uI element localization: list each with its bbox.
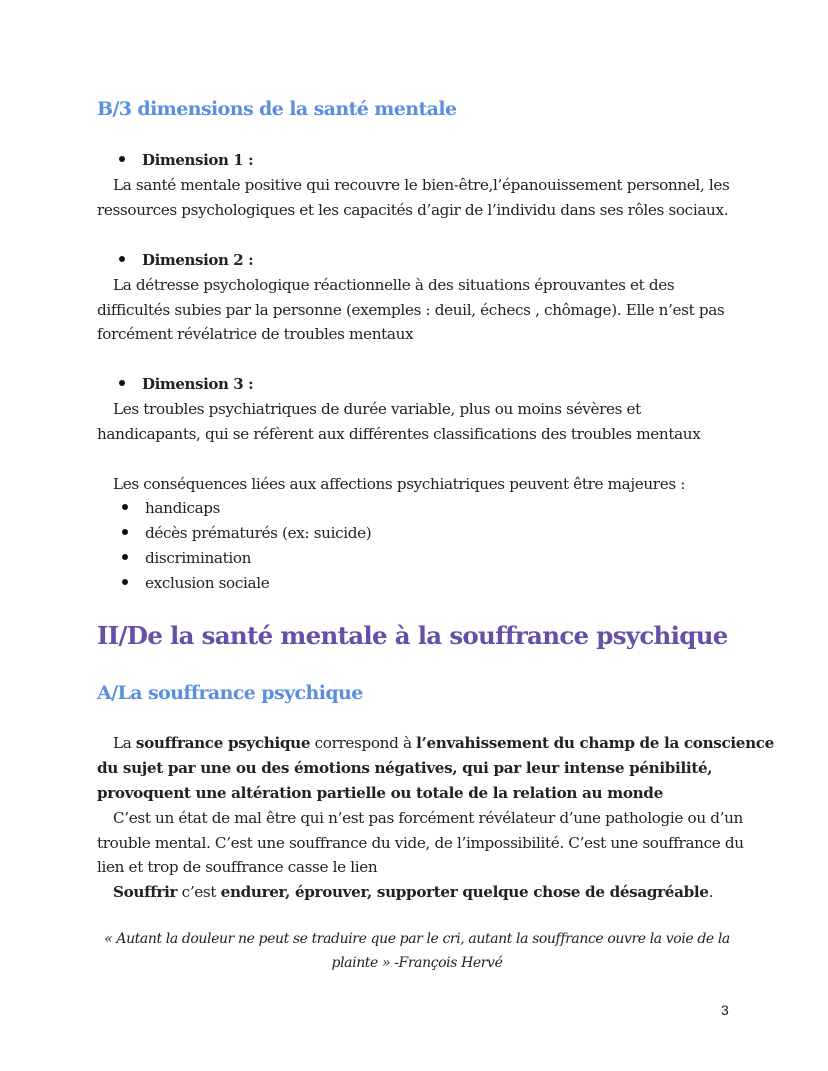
- dimension-2-text-line: difficultés subies par la personne (exemples : deuil, échecs , chômage). Elle n’est pas: [97, 301, 725, 319]
- bullet-icon: [122, 579, 128, 585]
- dimension-3-item: [119, 372, 253, 397]
- section-b-heading: B/3 dimensions de la santé mentale: [97, 98, 457, 120]
- dimension-1-text-line: ressources psychologiques et les capacités d’agir de l’individu dans ses rôles sociaux.: [97, 201, 729, 219]
- dimension-1-item: [119, 148, 253, 173]
- quote-line: plainte » -François Hervé: [331, 955, 503, 971]
- dimension-3-text-line: handicapants, qui se réfèrent aux différentes classifications des troubles mentaux: [97, 425, 701, 443]
- bold-definition: du sujet par une ou des émotions négatives, qui par leur intense pénibilité,: [97, 759, 713, 777]
- bold-definition: endurer, éprouver, supporter quelque chose de désagréable: [220, 883, 709, 901]
- consequence-text: handicaps: [145, 499, 221, 517]
- bold-definition: l’envahissement du champ de la conscience: [416, 734, 774, 752]
- dimension-2-label: Dimension 2 :: [142, 251, 254, 269]
- consequence-text: décès prématurés (ex: suicide): [145, 524, 372, 542]
- dimension-1-label: Dimension 1 :: [142, 151, 254, 169]
- consequence-item: [122, 546, 251, 571]
- section-ii-a-heading: A/La souffrance psychique: [97, 682, 363, 704]
- consequences-intro: Les conséquences liées aux affections psychiatriques peuvent être majeures :: [113, 475, 686, 493]
- souffrir-line: [113, 880, 713, 905]
- bullet-icon: [119, 380, 125, 386]
- dimension-3-label: Dimension 3 :: [142, 375, 254, 393]
- text-run: La: [113, 734, 136, 752]
- bold-term: souffrance psychique: [135, 734, 311, 752]
- bold-definition: provoquent une altération partielle ou totale de la relation au monde: [97, 784, 663, 802]
- section-ii-heading: II/De la santé mentale à la souffrance psychique: [97, 621, 728, 650]
- bullet-icon: [119, 256, 125, 262]
- dimension-2-text-line: forcément révélatrice de troubles mentaux: [97, 325, 414, 343]
- paragraph-line: C’est un état de mal être qui n’est pas forcément révélateur d’une pathologie ou d’un: [113, 809, 743, 827]
- text-run: .: [708, 883, 714, 901]
- dimension-2-item: [119, 248, 253, 273]
- page-number: 3: [721, 1002, 729, 1018]
- paragraph-line: lien et trop de souffrance casse le lien: [97, 858, 378, 876]
- bullet-icon: [122, 504, 128, 510]
- bold-term: Souffrir: [113, 883, 178, 901]
- bullet-icon: [119, 156, 125, 162]
- dimension-3-text-line: Les troubles psychiatriques de durée variable, plus ou moins sévères et: [113, 400, 641, 418]
- text-run: c’est: [177, 883, 221, 901]
- consequence-item: [122, 571, 269, 596]
- dimension-2-text-line: La détresse psychologique réactionnelle à des situations éprouvantes et des: [113, 276, 675, 294]
- consequence-item: [122, 496, 220, 521]
- dimension-1-text-line: La santé mentale positive qui recouvre le bien-être,l’épanouissement personnel, les: [113, 176, 730, 194]
- bullet-icon: [122, 529, 128, 535]
- paragraph-line: trouble mental. C’est une souffrance du vide, de l’impossibilité. C’est une souffrance du: [97, 834, 744, 852]
- consequence-item: [122, 521, 371, 546]
- quote-line: « Autant la douleur ne peut se traduire que par le cri, autant la souffrance ouvre la voie de la: [104, 931, 730, 947]
- definition-line: [97, 756, 712, 781]
- consequence-text: exclusion sociale: [145, 574, 270, 592]
- bullet-icon: [122, 554, 128, 560]
- definition-line: [97, 781, 663, 806]
- text-run: correspond à: [310, 734, 417, 752]
- definition-line: [113, 731, 774, 756]
- consequence-text: discrimination: [145, 549, 252, 567]
